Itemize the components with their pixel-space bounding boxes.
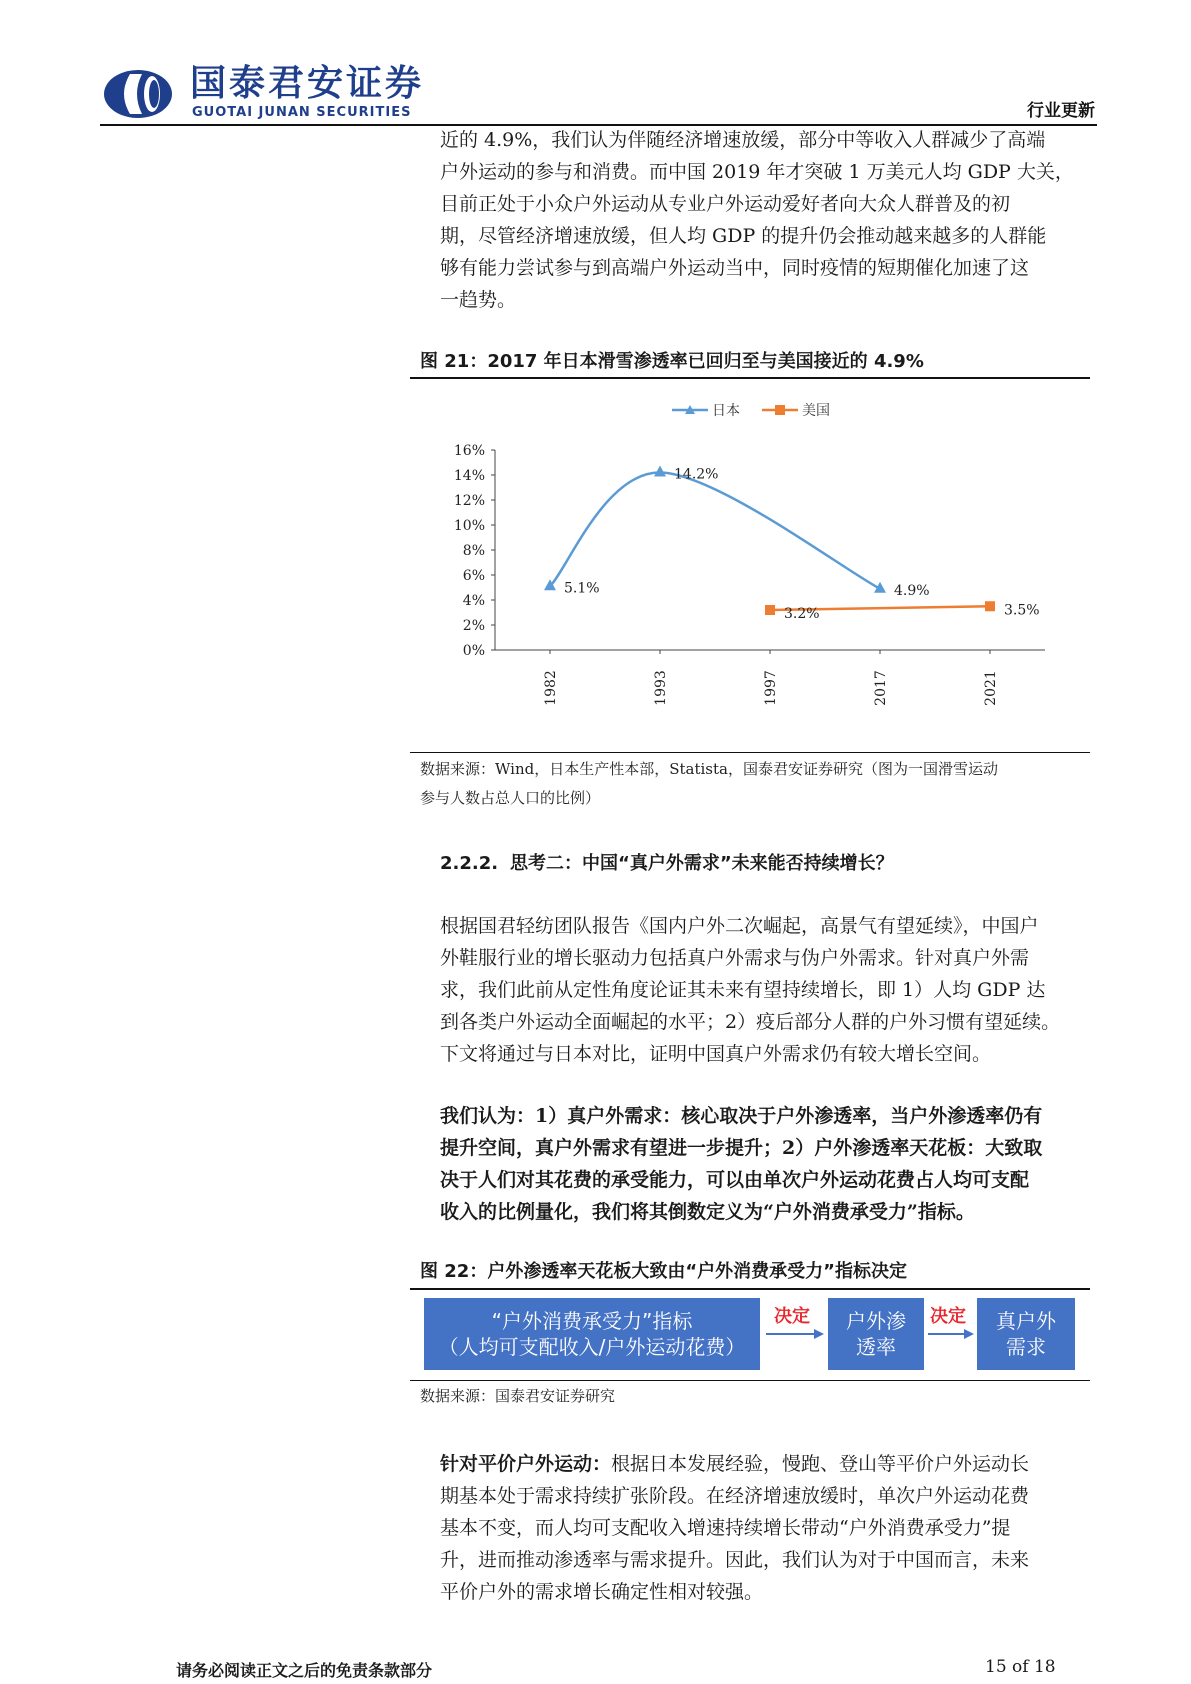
text-line: 求，我们此前从定性角度论证其未来有望持续增长，即 1）人均 GDP 达	[440, 979, 1046, 1001]
brand-name-en: GUOTAI JUNAN SECURITIES	[192, 105, 412, 120]
flow-box-affordability-line1: “户外消费承受力”指标	[491, 1309, 693, 1333]
figure-22-bottom-rule	[410, 1380, 1090, 1381]
text-line: 基本不变，而人均可支配收入增速持续增长带动“户外消费承受力”提	[440, 1517, 1011, 1539]
intro-paragraph	[440, 124, 1100, 316]
text-line: 外鞋服行业的增长驱动力包括真户外需求与伪户外需求。针对真户外需	[440, 947, 1030, 969]
data-label: 3.2%	[784, 606, 820, 622]
y-tick-label: 6%	[462, 568, 485, 584]
flow-box-affordability-line2: （人均可支配收入/户外运动花费）	[438, 1335, 746, 1359]
text-line: 决于人们对其花费的承受能力，可以由单次户外运动花费占人均可支配	[440, 1169, 1030, 1191]
figure-21-top-rule	[410, 377, 1090, 379]
page-number: 15 of 18	[985, 1657, 1056, 1677]
data-point-marker	[765, 605, 775, 615]
data-label: 5.1%	[564, 580, 600, 597]
y-tick-label: 16%	[453, 443, 485, 459]
text-line: 目前正处于小众户外运动从专业户外运动爱好者向大众人群普及的初	[440, 193, 1011, 215]
footer-disclaimer: 请务必阅读正文之后的免责条款部分	[176, 1661, 433, 1680]
figure-21-source	[420, 755, 1080, 813]
flow-arrow-icon	[764, 1326, 826, 1342]
text-line: 下文将通过与日本对比，证明中国真户外需求仍有较大增长空间。	[440, 1043, 992, 1065]
legend-item-usa	[762, 403, 830, 419]
paragraph-4	[440, 1448, 1100, 1608]
company-logo	[102, 68, 174, 120]
x-tick-label: 1993	[653, 670, 669, 706]
data-label: 14.2%	[674, 466, 719, 483]
flow-box-penetration-line2: 透率	[856, 1335, 896, 1359]
flow-box-demand-line2: 需求	[1006, 1335, 1046, 1359]
y-tick-label: 2%	[462, 618, 485, 634]
flow-arrow-label: 决定	[774, 1306, 810, 1327]
text-line: 提升空间，真户外需求有望进一步提升；2）户外渗透率天花板：大致取	[440, 1137, 1043, 1159]
flow-box-penetration-line1: 户外渗	[846, 1309, 906, 1333]
text-line: 到各类户外运动全面崛起的水平；2）疫后部分人群的户外习惯有望延续。	[440, 1011, 1061, 1033]
x-axis-ticks	[543, 650, 999, 706]
y-tick-label: 8%	[462, 543, 485, 559]
x-tick-label: 2021	[983, 670, 999, 706]
data-label: 4.9%	[894, 582, 930, 599]
paragraph-2	[440, 910, 1100, 1070]
y-tick-label: 14%	[453, 468, 485, 484]
flow-arrow-icon	[926, 1326, 976, 1342]
section-heading	[440, 849, 894, 875]
figure-21-bottom-rule	[410, 752, 1090, 753]
chart-legend	[672, 402, 830, 419]
flow-box-demand-line1: 真户外	[996, 1309, 1056, 1333]
paragraph-4-first-line: 根据日本发展经验，慢跑、登山等平价户外运动长	[611, 1453, 1030, 1475]
text-line: 期基本处于需求持续扩张阶段。在经济增速放缓时，单次户外运动花费	[440, 1485, 1030, 1507]
text-line: 一趋势。	[440, 289, 517, 311]
text-line: 近的 4.9%，我们认为伴随经济增速放缓，部分中等收入人群减少了高端	[440, 129, 1046, 151]
chart-series	[544, 466, 1040, 623]
text-line: 够有能力尝试参与到高端户外运动当中，同时疫情的短期催化加速了这	[440, 257, 1030, 279]
legend-label-japan: 日本	[712, 403, 740, 419]
text-line	[440, 1448, 1100, 1480]
flow-box-demand	[977, 1298, 1075, 1370]
figure-22-top-rule	[410, 1288, 1090, 1290]
y-axis-ticks	[454, 443, 495, 659]
text-line: 户外运动的参与和消费。而中国 2019 年才突破 1 万美元人均 GDP 大关，	[440, 161, 1074, 183]
text-line: 收入的比例量化，我们将其倒数定义为“户外消费承受力”指标。	[440, 1201, 975, 1223]
text-line: 根据国君轻纺团队报告《国内户外二次崛起，高景气有望延续》，中国户	[440, 915, 1039, 937]
y-tick-label: 12%	[453, 493, 485, 509]
figure-22-title: 图 22：户外渗透率天花板大致由“户外消费承受力”指标决定	[420, 1261, 907, 1282]
flow-arrow-label: 决定	[930, 1306, 966, 1327]
data-point-marker	[654, 466, 666, 477]
brand-name-cn: 国泰君安证券	[190, 63, 425, 104]
report-type-tag: 行业更新	[1027, 101, 1095, 121]
x-tick-label: 1982	[543, 670, 559, 706]
flow-box-affordability	[424, 1298, 760, 1370]
legend-item-japan	[672, 402, 740, 419]
text-line: 我们认为：1）真户外需求：核心取决于户外渗透率，当户外渗透率仍有	[440, 1105, 1043, 1127]
figure-21-chart	[410, 380, 1090, 750]
section-number: 2.2.2.	[440, 853, 499, 874]
figure-21-title: 图 21：2017 年日本滑雪渗透率已回归至与美国接近的 4.9%	[420, 351, 924, 372]
text-line: 升，进而推动渗透率与需求提升。因此，我们认为对于中国而言，未来	[440, 1549, 1030, 1571]
y-tick-label: 0%	[462, 643, 485, 659]
data-label: 3.5%	[1004, 602, 1040, 619]
source-line: 数据来源：Wind，日本生产性本部，Statista，国泰君安证券研究（图为一国滑雪运动	[420, 760, 998, 778]
flow-box-penetration	[828, 1298, 924, 1370]
figure-22-source: 数据来源：国泰君安证券研究	[420, 1387, 616, 1405]
text-line: 平价户外的需求增长确定性相对较强。	[440, 1581, 764, 1603]
chart-canvas	[410, 380, 1090, 750]
series-line-japan	[550, 472, 880, 588]
legend-marker-usa	[775, 405, 785, 415]
text-line: 期，尽管经济增速放缓，但人均 GDP 的提升仍会推动越来越多的人群能	[440, 225, 1047, 247]
paragraph-3-conclusion	[440, 1100, 1100, 1228]
y-tick-label: 10%	[453, 518, 485, 534]
section-title: 思考二：中国“真户外需求”未来能否持续增长？	[510, 853, 894, 874]
x-tick-label: 2017	[873, 670, 889, 706]
paragraph-4-lead: 针对平价户外运动：	[440, 1453, 612, 1475]
data-point-marker	[985, 601, 995, 611]
source-line: 参与人数占总人口的比例）	[420, 789, 601, 807]
x-tick-label: 1997	[763, 670, 779, 706]
y-tick-label: 4%	[462, 593, 485, 609]
legend-label-usa: 美国	[802, 403, 830, 419]
